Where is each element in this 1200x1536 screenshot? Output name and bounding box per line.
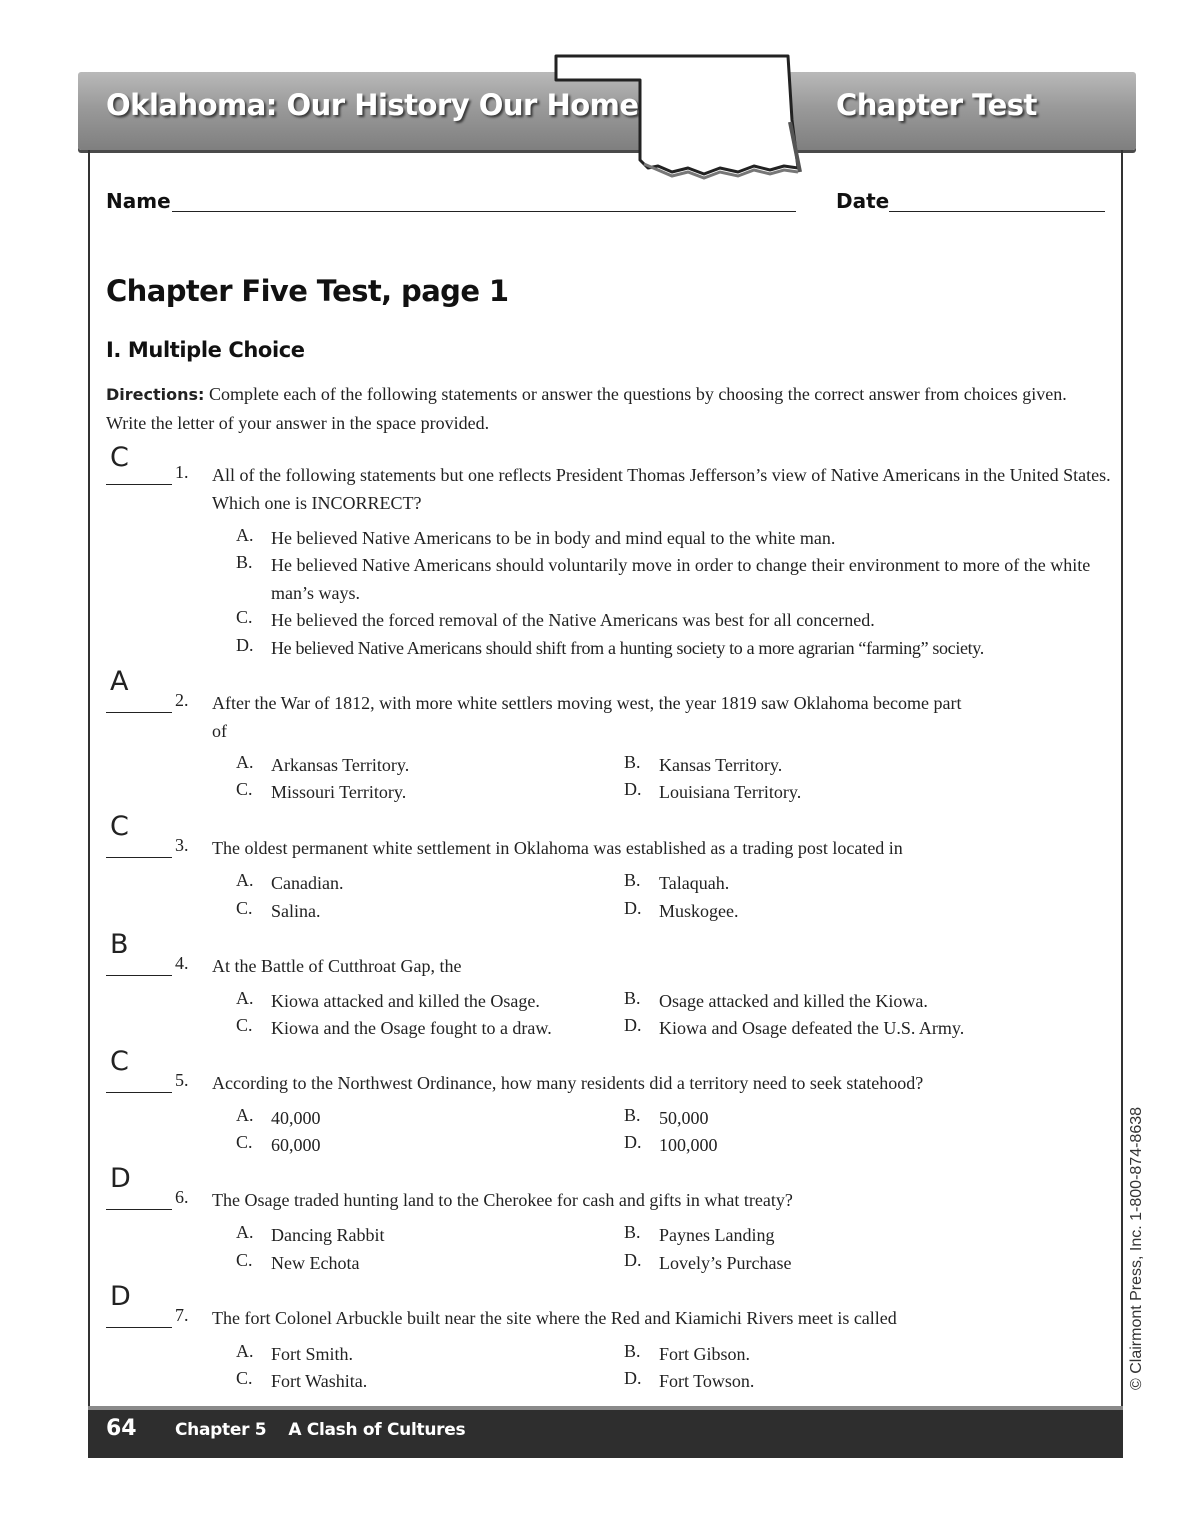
option-letter: A. [236,752,254,772]
footer-chapter-title: A Clash of Cultures [288,1420,466,1440]
option-letter: D. [236,635,254,655]
option-text: Fort Towson. [659,1371,755,1391]
answer-1[interactable]: C [110,442,129,473]
option-text: Dancing Rabbit [271,1225,385,1245]
option-letter: B. [624,752,641,772]
question-number: 5. [175,1070,189,1090]
option-text: 40,000 [271,1108,321,1128]
book-title: Oklahoma: Our History Our Home [106,88,639,122]
question-number: 3. [175,835,189,855]
option-text: He believed Native Americans should shift from a hunting society to a more agrarian “farming” society. [271,638,984,658]
option-text: 50,000 [659,1108,709,1128]
date-field[interactable] [889,211,1105,212]
option-text: Osage attacked and killed the Kiowa. [659,991,928,1011]
option-text: Salina. [271,901,321,921]
option-letter: D. [624,779,642,799]
option-letter: A. [236,525,254,545]
option-text: He believed Native Americans to be in body and mind equal to the white man. [271,528,836,548]
page-title: Chapter Five Test, page 1 [106,274,509,308]
page-frame-left [88,150,90,1412]
page-frame-right [1121,150,1123,1412]
option-text: Kansas Territory. [659,755,783,775]
option-text: He believed the forced removal of the Native Americans was best for all concerned. [271,610,875,630]
answer-blank-2 [106,712,172,713]
answer-blank-5 [106,1092,172,1093]
option-text: Arkansas Territory. [271,755,410,775]
footer-chapter [175,1420,487,1440]
oklahoma-map-icon [548,50,810,190]
question-number: 1. [175,462,189,482]
option-letter: A. [236,1341,254,1361]
answer-blank-4 [106,975,172,976]
page-number: 64 [106,1416,137,1441]
option-text: Louisiana Territory. [659,782,802,802]
option-text: Talaquah. [659,873,730,893]
option-text: Fort Washita. [271,1371,368,1391]
option-letter: A. [236,988,254,1008]
option-letter: D. [624,1015,642,1035]
option-letter: C. [236,1368,253,1388]
question-number: 2. [175,690,189,710]
option-letter: C. [236,1250,253,1270]
option-letter: B. [624,1222,641,1242]
question-text: After the War of 1812, with more white settlers moving west, the year 1819 saw Oklahoma become part of [212,693,962,741]
answer-5[interactable]: C [110,1046,129,1077]
answer-2[interactable]: A [110,666,129,697]
answer-blank-7 [106,1327,172,1328]
option-text: Kiowa and Osage defeated the U.S. Army. [659,1018,965,1038]
option-letter: B. [624,1341,641,1361]
option-letter: C. [236,1015,253,1035]
option-text: New Echota [271,1253,360,1273]
option-text: Kiowa and the Osage fought to a draw. [271,1018,552,1038]
question-text: The oldest permanent white settlement in Oklahoma was established as a trading post located in [212,838,903,858]
option-text: Muskogee. [659,901,739,921]
footer-chapter-number: Chapter 5 [175,1420,267,1440]
date-label: Date [836,189,890,213]
answer-4[interactable]: B [110,929,129,960]
question-text: According to the Northwest Ordinance, how many residents did a territory need to seek statehood? [212,1073,924,1093]
option-letter: B. [624,988,641,1008]
option-letter: D. [624,1250,642,1270]
option-letter: A. [236,1105,254,1125]
option-letter: B. [236,552,253,572]
option-letter: C. [236,779,253,799]
section-title: I. Multiple Choice [106,338,305,362]
directions [106,380,1096,437]
answer-blank-1 [106,484,172,485]
option-text: Fort Gibson. [659,1344,751,1364]
option-letter: A. [236,870,254,890]
option-text: Missouri Territory. [271,782,407,802]
option-letter: B. [624,1105,641,1125]
answer-7[interactable]: D [110,1281,131,1312]
answer-6[interactable]: D [110,1163,131,1194]
question-text: At the Battle of Cutthroat Gap, the [212,956,462,976]
answer-3[interactable]: C [110,811,129,842]
option-text: Lovely’s Purchase [659,1253,792,1273]
option-text: Paynes Landing [659,1225,775,1245]
option-text: Canadian. [271,873,344,893]
question-text: The Osage traded hunting land to the Cherokee for cash and gifts in what treaty? [212,1190,793,1210]
option-letter: C. [236,607,253,627]
option-text: 60,000 [271,1135,321,1155]
question-text: All of the following statements but one reflects President Thomas Jefferson’s view of Native Americans in the United States. Which one is INCORRECT? [212,465,1111,513]
option-letter: D. [624,898,642,918]
option-letter: D. [624,1132,642,1152]
directions-label: Directions: [106,385,205,404]
option-letter: C. [236,1132,253,1152]
option-text: He believed Native Americans should voluntarily move in order to change their environment to more of the white man’s ways. [271,555,1091,603]
directions-text: Complete each of the following statements or answer the questions by choosing the correct answer from choices given. Write the letter of your answer in the space provided. [106,384,1067,433]
name-label: Name [106,189,171,213]
question-number: 4. [175,953,189,973]
question-text: The fort Colonel Arbuckle built near the site where the Red and Kiamichi Rivers meet is called [212,1308,897,1328]
option-text: Kiowa attacked and killed the Osage. [271,991,540,1011]
option-letter: A. [236,1222,254,1242]
chapter-test-label: Chapter Test [836,88,1037,122]
answer-blank-6 [106,1209,172,1210]
copyright-notice: © Clairmont Press, Inc. 1-800-874-8638 [1128,1106,1145,1390]
answer-blank-3 [106,857,172,858]
question-number: 7. [175,1305,189,1325]
option-letter: C. [236,898,253,918]
name-field[interactable] [172,211,796,212]
option-text: 100,000 [659,1135,718,1155]
option-letter: D. [624,1368,642,1388]
question-number: 6. [175,1187,189,1207]
option-text: Fort Smith. [271,1344,354,1364]
option-letter: B. [624,870,641,890]
